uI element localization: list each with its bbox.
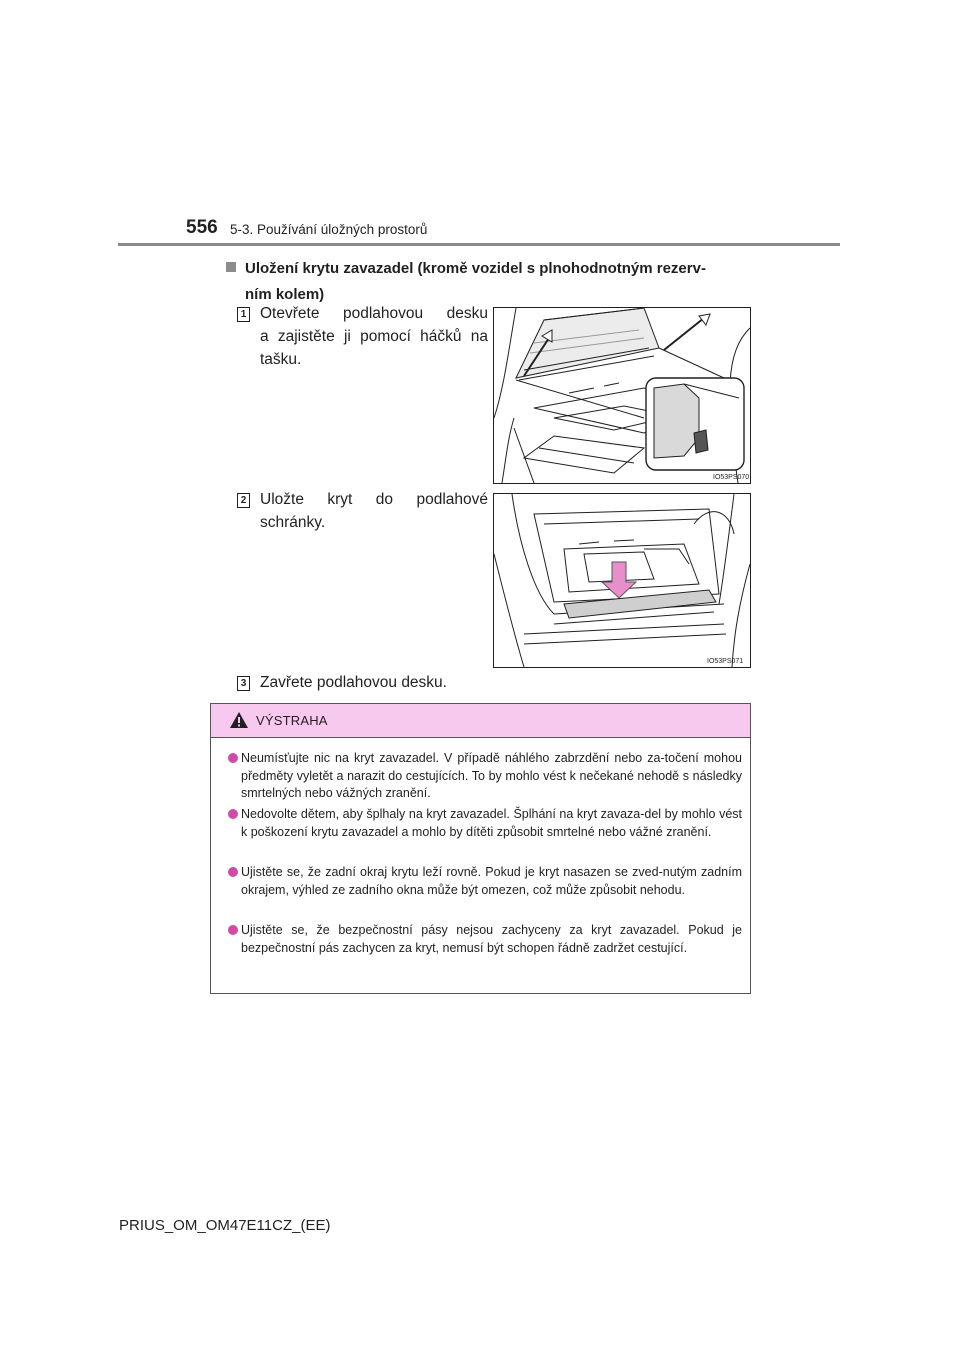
step-1-line-1: Otevřete podlahovou desku <box>260 305 488 322</box>
trunk-illustration-2 <box>494 494 750 667</box>
warning-title: VÝSTRAHA <box>256 713 328 728</box>
heading-line-2: ním kolem) <box>245 286 325 303</box>
step-2-line-2: schránky. <box>260 514 326 531</box>
step-number-1: 1 <box>237 307 250 322</box>
warning-header <box>211 704 750 738</box>
warning-item-2-text: Nedovolte dětem, aby šplhaly na kryt zavazadel. Šplhání na kryt zavaza-del by mohlo vést k poškození krytu zavazadel a mohlo by dítěti způsobit smrtelné nebo vážné zranění. <box>241 807 742 839</box>
bullet-icon <box>228 867 238 877</box>
page-number: 556 <box>186 217 218 238</box>
footer-document-id: PRIUS_OM_OM47E11CZ_(EE) <box>119 1217 331 1234</box>
square-bullet-icon <box>226 262 236 272</box>
step-text-1 <box>260 302 488 371</box>
warning-triangle-icon <box>229 711 249 729</box>
figure-store-cover <box>493 493 751 668</box>
step-1-line-3: tašku. <box>260 351 302 368</box>
heading-line-1: Uložení krytu zavazadel (kromě vozidel s plnohodnotným rezerv- <box>245 260 706 277</box>
warning-item-2 <box>228 806 742 841</box>
section-heading <box>226 256 761 308</box>
warning-item-3 <box>228 864 742 899</box>
section-title: 5-3. Používání úložných prostorů <box>230 222 428 237</box>
bullet-icon <box>228 925 238 935</box>
warning-box <box>210 703 751 994</box>
warning-item-4-text: Ujistěte se, že bezpečnostní pásy nejsou zachyceny za kryt zavazadel. Pokud je bezpečnostní pás zachycen za kryt, nemusí být schopen řádně zadržet cestující. <box>241 923 742 955</box>
figure-open-floor-board <box>493 307 751 484</box>
step-number-3: 3 <box>237 676 250 691</box>
step-number-2: 2 <box>237 493 250 508</box>
step-2-line-1: Uložte kryt do podlahové <box>260 491 488 508</box>
figure-2-code: IO53PS071 <box>707 658 744 665</box>
warning-item-3-text: Ujistěte se, že zadní okraj krytu leží rovně. Pokud je kryt nasazen se zved-nutým zadním okrajem, výhled ze zadního okna může být omezen, což může způsobit nehodu. <box>241 865 742 897</box>
bullet-icon <box>228 753 238 763</box>
warning-item-4 <box>228 922 742 957</box>
warning-item-1 <box>228 750 742 803</box>
bullet-icon <box>228 809 238 819</box>
figure-1-code: IO53PS070 <box>713 474 750 481</box>
step-text-3: Zavřete podlahovou desku. <box>260 674 447 691</box>
step-1-line-2: a zajistěte ji pomocí háčků na <box>260 328 488 345</box>
header-rule <box>118 243 840 246</box>
trunk-illustration-1 <box>494 308 750 483</box>
step-text-2 <box>260 488 488 534</box>
warning-item-1-text: Neumísťujte nic na kryt zavazadel. V případě náhlého zabrzdění nebo za-točení mohou předměty vyletět a narazit do cestujících. To by mohlo vést k nečekané nehodě s následky smrtelných nebo vážných zranění. <box>241 751 742 800</box>
